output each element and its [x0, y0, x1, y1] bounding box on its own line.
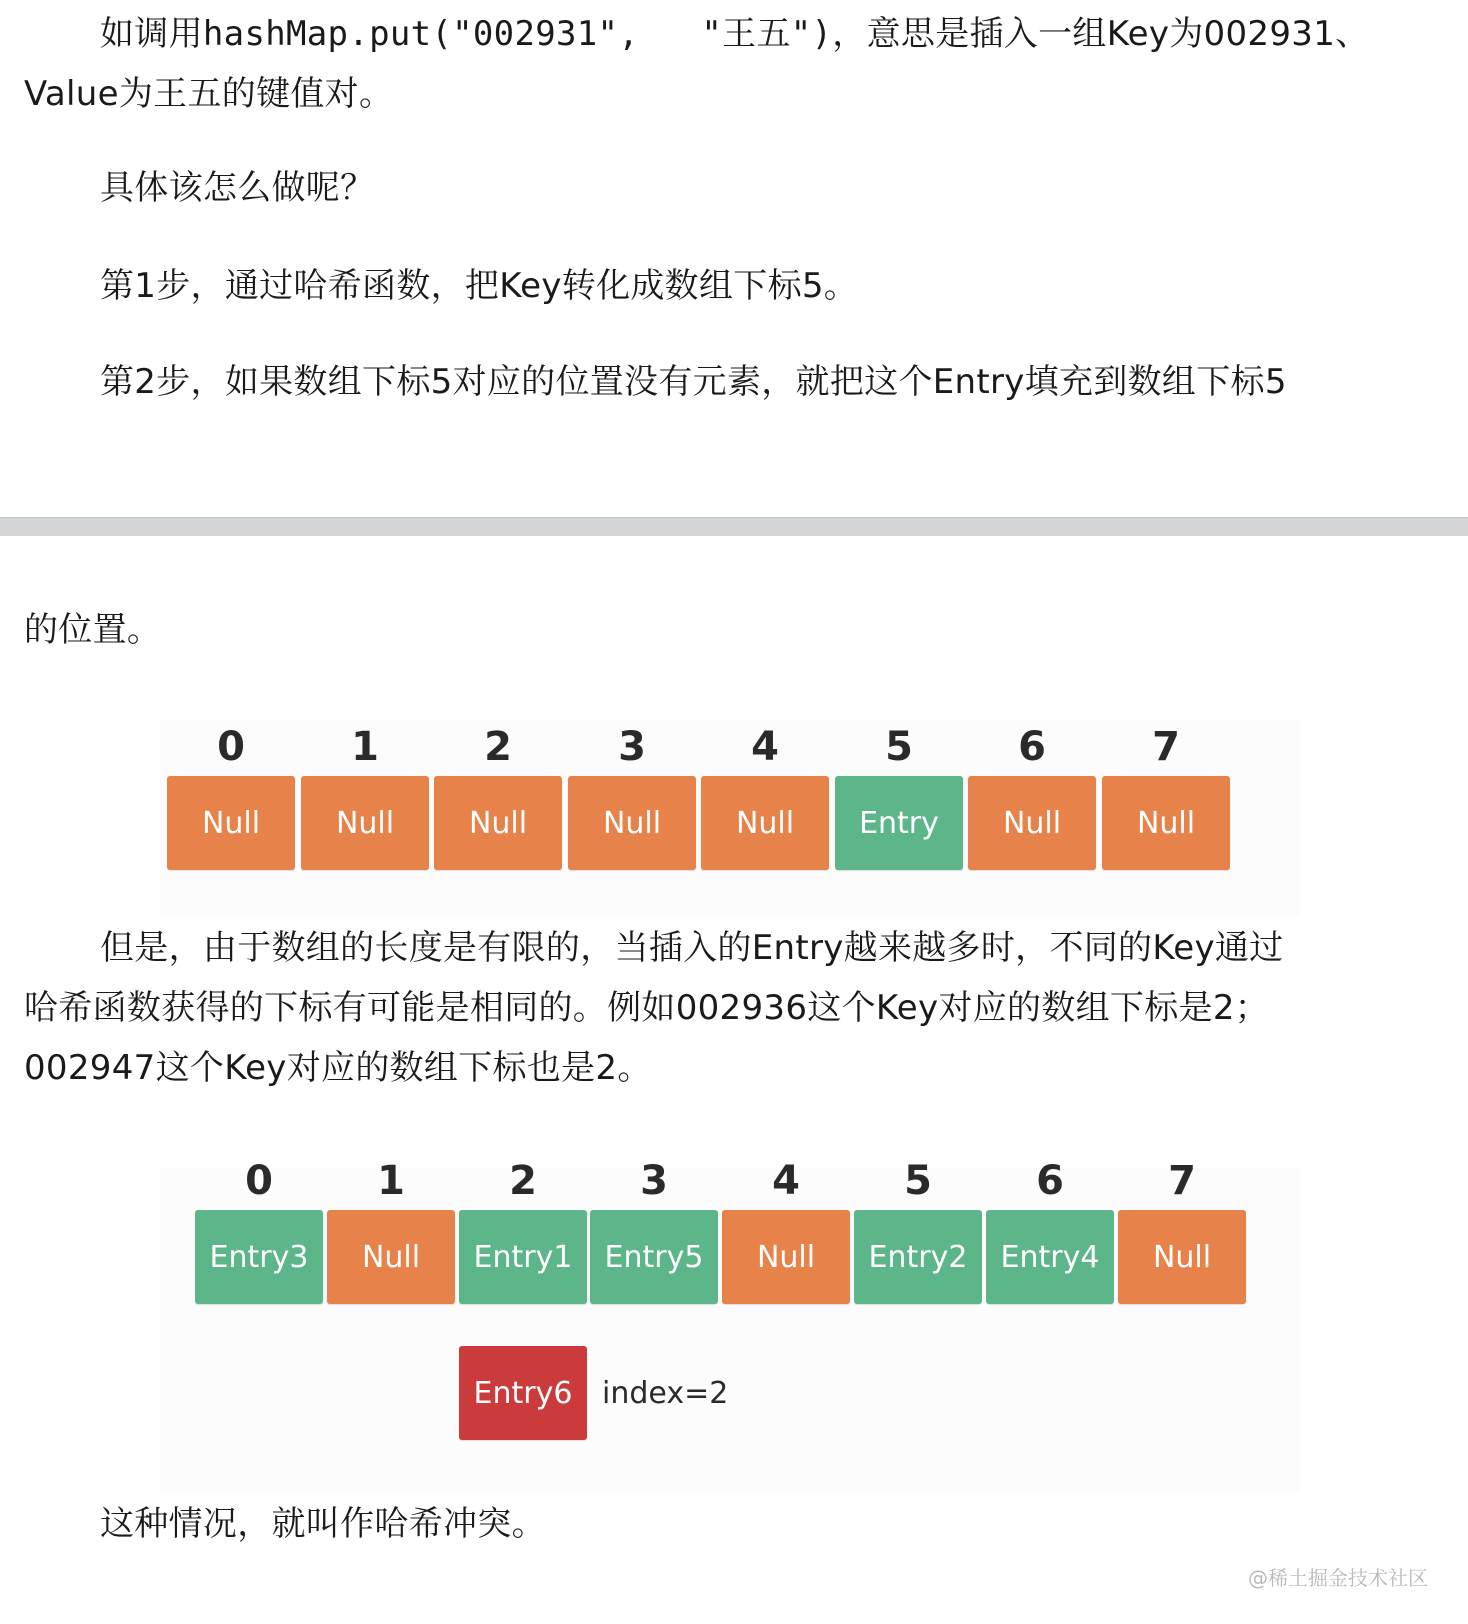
array-slot-entry: Entry5 — [590, 1210, 718, 1304]
step-2-continued: 的位置。 — [24, 610, 162, 650]
array-slot-null: Null — [968, 776, 1096, 870]
index-label: 4 — [751, 724, 779, 770]
conclusion-suffix: 。 — [511, 1504, 546, 1544]
index-label: 5 — [904, 1158, 932, 1204]
array-slot-null: Null — [568, 776, 696, 870]
conclusion-prefix: 这种情况，就叫作 — [100, 1504, 375, 1544]
index-label: 7 — [1168, 1158, 1196, 1204]
index-label: 0 — [245, 1158, 273, 1204]
conclusion-term: 哈希冲突 — [374, 1504, 512, 1544]
array-slot-null: Null — [327, 1210, 455, 1304]
question-text: 具体该怎么做呢？ — [100, 168, 375, 208]
array-slot-null: Null — [434, 776, 562, 870]
array-slot-entry: Entry — [835, 776, 963, 870]
index-label: 4 — [772, 1158, 800, 1204]
collision-line-2: 哈希函数获得的下标有可能是相同的。例如002936这个Key对应的数组下标是2； — [24, 988, 1270, 1028]
watermark: @稀土掘金技术社区 — [1248, 1566, 1428, 1590]
index-label: 3 — [640, 1158, 668, 1204]
intro-paragraph — [24, 4, 1434, 64]
intro-suffix: ，意思是插入一组Key为002931、 — [832, 14, 1370, 54]
index-label: 5 — [885, 724, 913, 770]
array-slot-null: Null — [301, 776, 429, 870]
hash-array-figure-1 — [160, 720, 1300, 915]
array-slot-entry: Entry1 — [459, 1210, 587, 1304]
step-1-text: 第1步，通过哈希函数，把Key转化成数组下标5。 — [100, 266, 859, 306]
array-slot-entry: Entry4 — [986, 1210, 1114, 1304]
array-slot-null: Null — [1118, 1210, 1246, 1304]
step-2-text: 第2步，如果数组下标5对应的位置没有元素，就把这个Entry填充到数组下标5 — [100, 362, 1287, 402]
conclusion-paragraph — [24, 1494, 1434, 1554]
array-slot-null: Null — [1102, 776, 1230, 870]
collision-line-3: 002947这个Key对应的数组下标也是2。 — [24, 1048, 652, 1088]
array-slot-null: Null — [701, 776, 829, 870]
array-slot-null: Null — [722, 1210, 850, 1304]
hash-array-figure-2 — [160, 1158, 1300, 1492]
index-label: 6 — [1036, 1158, 1064, 1204]
index-label: 0 — [217, 724, 245, 770]
index-label: 6 — [1018, 724, 1046, 770]
array-slot-entry: Entry2 — [854, 1210, 982, 1304]
collision-line-1: 但是，由于数组的长度是有限的，当插入的Entry越来越多时，不同的Key通过 — [100, 928, 1284, 968]
index-label: 1 — [351, 724, 379, 770]
index-label: 7 — [1152, 724, 1180, 770]
colliding-entry: Entry6 — [459, 1346, 587, 1440]
array-slot-null: Null — [167, 776, 295, 870]
collision-index-label: index=2 — [602, 1376, 729, 1411]
intro-code: hashMap.put("002931", "王五") — [202, 14, 833, 54]
intro-line-2: Value为王五的键值对。 — [24, 74, 394, 114]
page-separator — [0, 517, 1468, 536]
intro-prefix: 如调用 — [100, 14, 203, 54]
index-label: 2 — [509, 1158, 537, 1204]
index-label: 1 — [377, 1158, 405, 1204]
index-label: 2 — [484, 724, 512, 770]
array-slot-entry: Entry3 — [195, 1210, 323, 1304]
index-label: 3 — [618, 724, 646, 770]
